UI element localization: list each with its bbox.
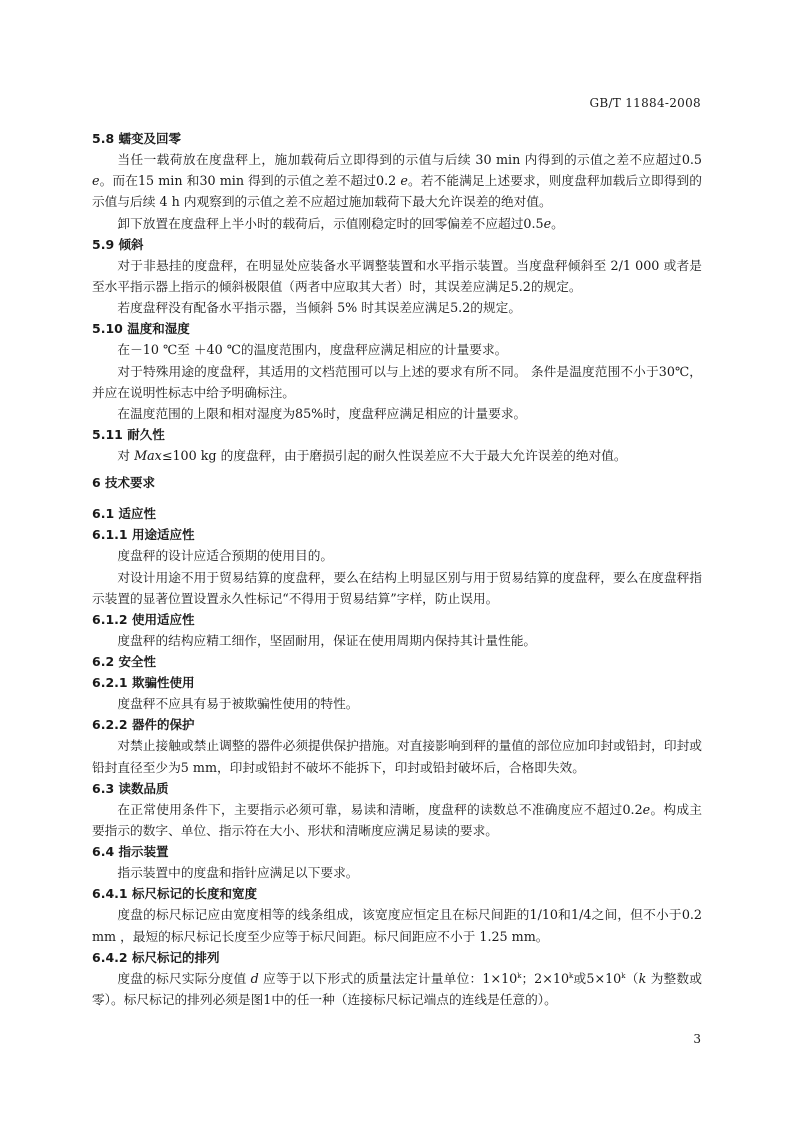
para-6-1-2-1: 度盘秤的结构应精工细作，坚固耐用，保证在使用周期内保持其计量性能。 xyxy=(117,633,537,649)
sec-5-10: 5.10 温度和湿度 xyxy=(92,321,190,337)
para-6-1-1-1: 度盘秤的设计应适合预期的使用目的。 xyxy=(117,548,334,564)
sec-6: 6 技术要求 xyxy=(92,475,156,491)
sec-6-2-2: 6.2.2 器件的保护 xyxy=(92,717,195,733)
para-5-8-2: 卸下放置在度盘秤上半小时的载荷后，示值刚稳定时的回零偏差不应超过0.5e。 xyxy=(117,215,564,231)
sec-6-2-1: 6.2.1 欺骗性使用 xyxy=(92,675,195,691)
para-5-9-2: 若度盘秤没有配备水平指示器，当倾斜 5% 时其误差应满足5.2的规定。 xyxy=(117,300,522,316)
sec-6-4-1: 6.4.1 标尺标记的长度和宽度 xyxy=(92,886,257,902)
sec-6-1-1: 6.1.1 用途适应性 xyxy=(92,527,195,543)
para-6-2-2-1: 对禁止接触或禁止调整的器件必须提供保护措施。对直接影响到秤的量值的部位应加印封或铅封，印封或铅封直径至少为5 mm，印封或铅封不破坏不能拆下，印封或铅封破坏后，合格即失效。 xyxy=(92,738,702,775)
para-6-1-1-2: 对设计用途不用于贸易结算的度盘秤，要么在结构上明显区别与用于贸易结算的度盘秤，要么在度盘秤指示装置的显著位置设置永久性标记“不得用于贸易结算”字样，防止误用。 xyxy=(92,569,702,606)
para-6-4-1-1: 度盘的标尺标记应由宽度相等的线条组成，该宽度应恒定且在标尺间距的1/10和1/4之间，但不小于0.2 mm ，最短的标尺标记长度至少应等于标尺间距。标尺间距应不小于 1.25 mm。 xyxy=(92,907,702,944)
para-6-4-1: 指示装置中的度盘和指针应满足以下要求。 xyxy=(117,865,359,881)
para-5-10-2: 对于特殊用途的度盘秤，其适用的文档范围可以与上述的要求有所不同。 条件是温度范围不小于30℃，并应在说明性标志中给予明确标注。 xyxy=(92,363,702,400)
para-6-2-1-1: 度盘秤不应具有易于被欺骗性使用的特性。 xyxy=(117,696,359,712)
sec-6-4: 6.4 指示装置 xyxy=(92,844,169,860)
para-6-4-2-1: 度盘的标尺实际分度值 d 应等于以下形式的质量法定计量单位：$1\times 10^k$；$2\times 10^k$或$5\times 10^k(k$ 为整数或零）。标尺标记的排列必须是图1中的任一种（连接标尺标记端点的连线是任意的）。 xyxy=(92,970,702,1008)
sec-6-1-2: 6.1.2 使用适应性 xyxy=(92,612,195,628)
sec-6-3: 6.3 读数品质 xyxy=(92,780,169,796)
page-number: 3 xyxy=(693,1032,701,1046)
para-5-8-1: 当任一载荷放在度盘秤上，施加载荷后立即得到的示值与后续 30 min 内得到的示值之差不应超过0.5 e。而在15 min 和30 min 得到的示值之差不超过0.2 e。若不能满足上述要求，则度盘秤加载后立即得到的示值与后续 4 h 内观察到的示值之差不应超过施加载荷下最大允许误差的绝对值。 xyxy=(92,152,702,210)
document-code: GB/T 11884-2008 xyxy=(589,96,701,110)
sec-5-9: 5.9 倾斜 xyxy=(92,236,144,252)
para-6-3-1: 在正常使用条件下，主要指示必须可靠，易读和清晰，度盘秤的读数总不准确度应不超过0.2e。构成主要指示的数字、单位、指示符在大小、形状和清晰度应满足易读的要求。 xyxy=(92,801,702,839)
sec-6-4-2: 6.4.2 标尺标记的排列 xyxy=(92,949,220,965)
document-body xyxy=(92,128,702,1010)
para-5-11-1: 对 Max≤100 kg 的度盘秤，由于磨损引起的耐久性误差应不大于最大允许误差的绝对值。 xyxy=(117,448,627,464)
para-5-10-3: 在温度范围的上限和相对湿度为85%时，度盘秤应满足相应的计量要求。 xyxy=(117,406,527,422)
sec-6-1: 6.1 适应性 xyxy=(92,506,156,522)
sec-5-8: 5.8 蠕变及回零 xyxy=(92,131,181,146)
para-5-10-1: 在－10 ℃至 ＋40 ℃的温度范围内，度盘秤应满足相应的计量要求。 xyxy=(117,342,508,358)
para-5-9-1: 对于非悬挂的度盘秤，在明显处应装备水平调整装置和水平指示装置。当度盘秤倾斜至 2/1 000 或者是至水平指示器上指示的倾斜极限值（两者中应取其大者）时，其误差应满足5.2的规定。 xyxy=(92,257,702,295)
sec-6-2: 6.2 安全性 xyxy=(92,654,156,670)
sec-5-11: 5.11 耐久性 xyxy=(92,427,165,443)
